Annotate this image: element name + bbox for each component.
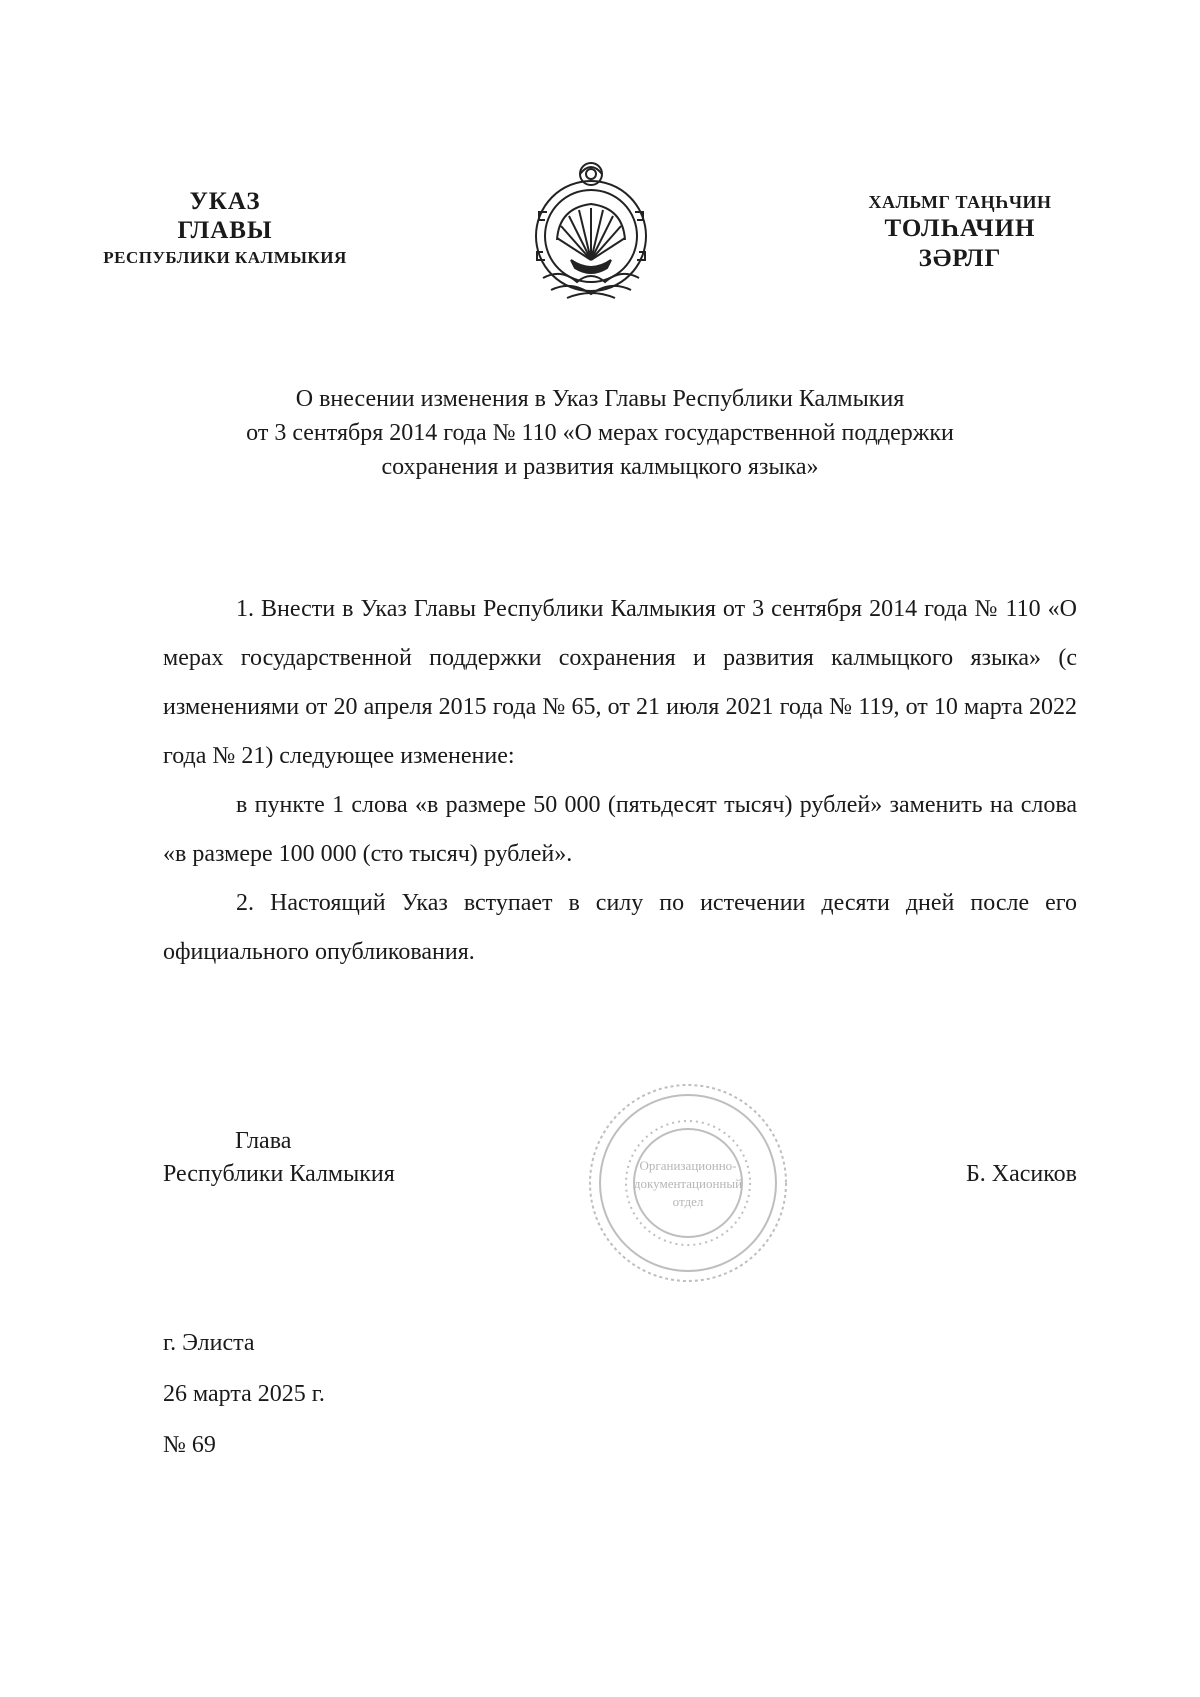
header-kalmyk-republic: ХАЛЬМГ ТАҢҺЧИН <box>868 192 1052 212</box>
title-line: от 3 сентября 2014 года № 110 «О мерах государственной поддержки <box>246 420 954 446</box>
decree-title <box>120 382 1080 484</box>
signatory-role-line: Глава <box>235 1128 292 1154</box>
issue-date: 26 марта 2025 г. <box>163 1381 325 1407</box>
signatory-name: Б. Хасиков <box>965 1161 1077 1187</box>
decree-body <box>163 585 1077 977</box>
official-seal-stamp-icon <box>583 1078 793 1288</box>
header-head-word: ГЛАВЫ <box>177 216 273 244</box>
signatory-title <box>163 1125 395 1191</box>
decree-number: № 69 <box>163 1432 216 1458</box>
stamp-text-line: Организационно- <box>639 1158 737 1173</box>
title-line: О внесении изменения в Указ Главы Республики Калмыкия <box>295 386 905 412</box>
paragraph-1: 1. Внести в Указ Главы Республики Калмыкия от 3 сентября 2014 года № 110 «О мерах государственной поддержки сохранения и развития калмыцкого языка» (с изменениями от 20 апреля 2015 года № 65, от 21 июля 2021 года № 119, от 10 марта 2022 года № 21) следующее изменение: <box>163 596 1077 769</box>
stamp-text-line: документационный <box>633 1176 743 1191</box>
signatory-republic-line: Республики Калмыкия <box>163 1161 395 1187</box>
issue-city: г. Элиста <box>163 1330 255 1356</box>
title-line: сохранения и развития калмыцкого языка» <box>381 454 819 480</box>
header-kalmyk-head: ТОЛҺАЧИН <box>884 214 1036 242</box>
header-republic-name: РЕСПУБЛИКИ КАЛМЫКИЯ <box>103 247 347 267</box>
stamp-text-line: отдел <box>672 1194 704 1209</box>
coat-of-arms-icon <box>521 160 661 308</box>
header-decree-word: УКАЗ <box>189 188 261 215</box>
header-kalmyk-decree: ЗӘРЛГ <box>918 244 1002 272</box>
paragraph-2: 2. Настоящий Указ вступает в силу по истечении десяти дней после его официального опубликования. <box>163 890 1077 965</box>
decree-footer <box>163 1318 325 1471</box>
paragraph-amendment: в пункте 1 слова «в размере 50 000 (пятьдесят тысяч) рублей» заменить на слова «в размере 100 000 (сто тысяч) рублей». <box>163 792 1077 867</box>
header-left-russian <box>60 188 390 267</box>
header-right-kalmyk <box>810 192 1110 274</box>
